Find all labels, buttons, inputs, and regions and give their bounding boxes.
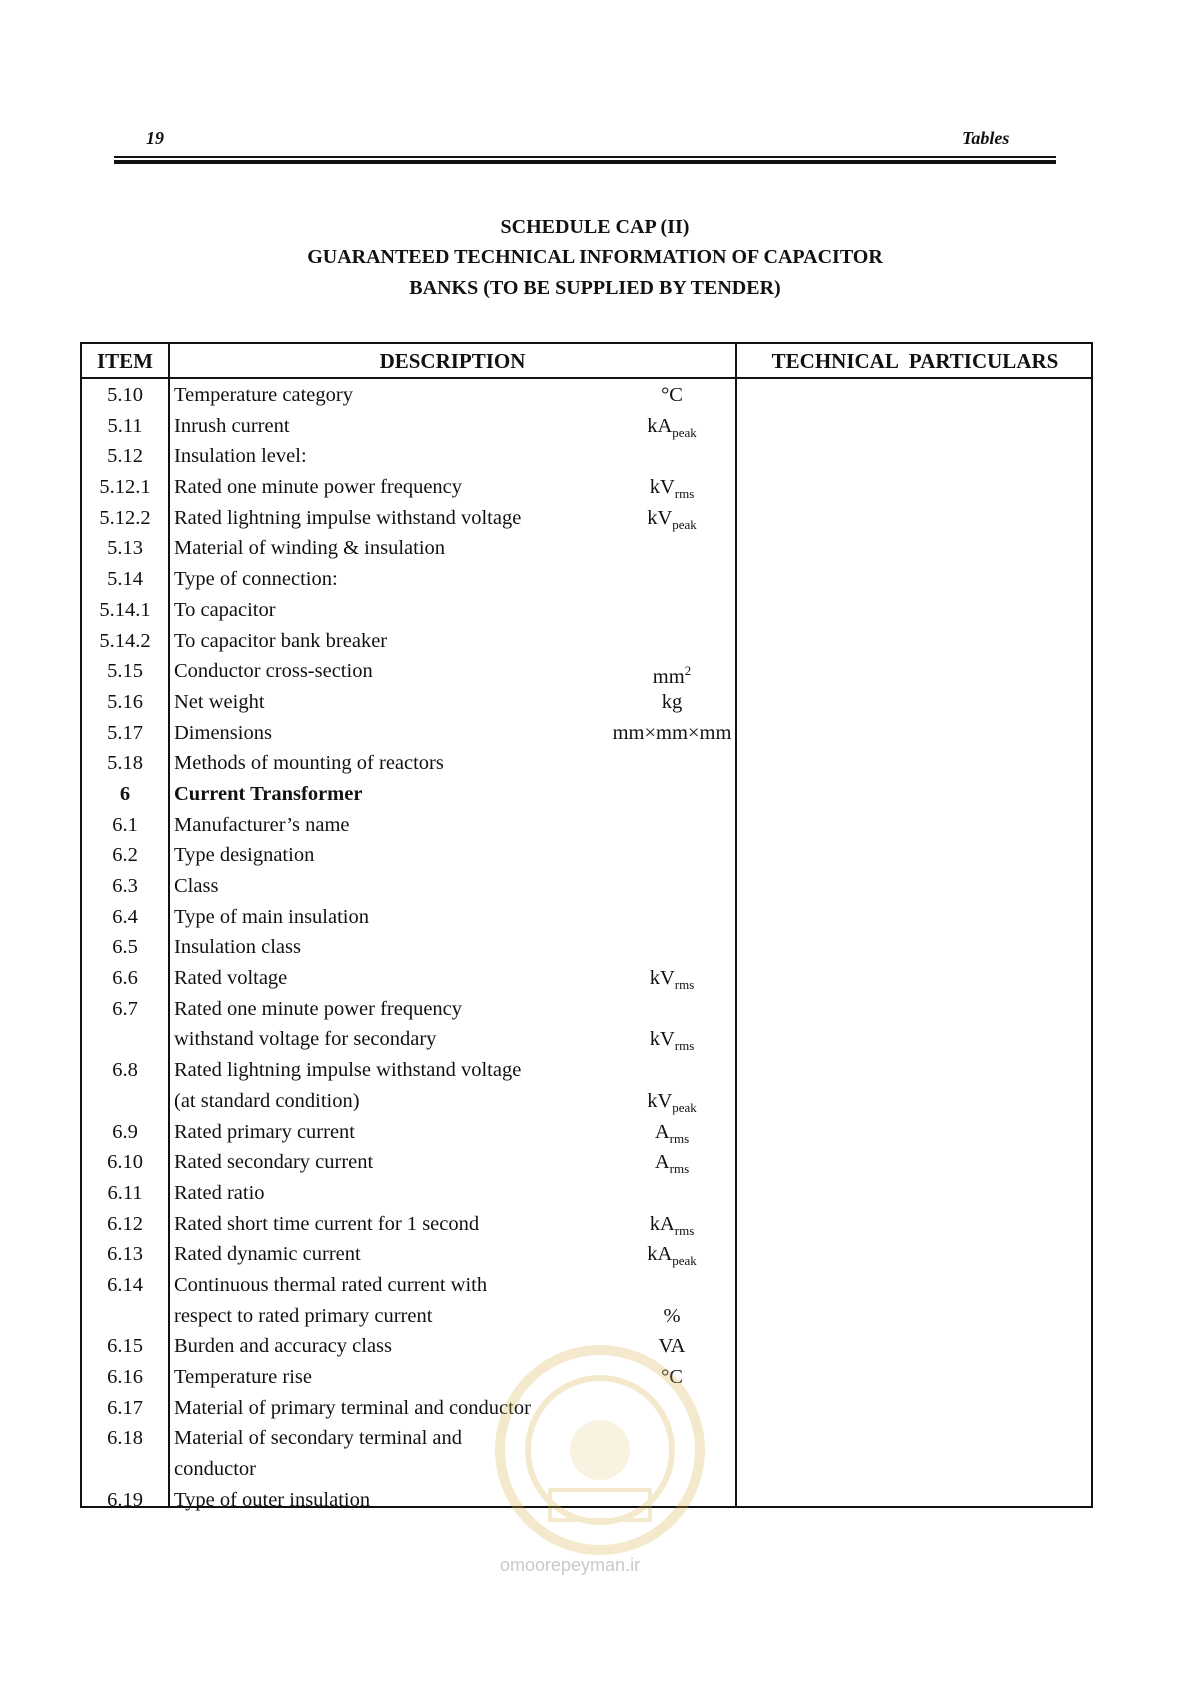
table-row	[82, 963, 737, 994]
unit-base: kV	[647, 1089, 673, 1112]
table-row	[82, 902, 737, 933]
unit-base: kg	[661, 690, 683, 713]
item-number: 6.18	[107, 1427, 143, 1450]
unit-base: %	[663, 1304, 681, 1327]
item-number: 6.9	[112, 1120, 138, 1143]
item-description: (at standard condition)	[174, 1089, 360, 1112]
table-row	[82, 595, 737, 626]
unit-subscript: peak	[672, 1099, 697, 1115]
watermark-text: omoorepeyman.ir	[500, 1555, 641, 1575]
item-description: Rated one minute power frequency	[174, 476, 463, 499]
unit-base: kV	[647, 506, 673, 529]
item-number: 6.10	[107, 1151, 143, 1174]
item-number: 5.13	[107, 537, 143, 560]
unit-label	[582, 718, 762, 749]
item-description: Rated short time current for 1 second	[174, 1212, 480, 1235]
item-number: 5.12.1	[99, 476, 151, 499]
table-row	[82, 441, 737, 472]
header-rule-thin	[114, 156, 1056, 158]
unit-superscript: 2	[684, 663, 692, 679]
item-number: 6.14	[107, 1273, 143, 1296]
unit-subscript: rms	[674, 486, 695, 502]
table-row	[82, 687, 737, 718]
unit-label	[582, 380, 762, 411]
unit-subscript: rms	[674, 1222, 695, 1238]
item-number: 5.12.2	[99, 506, 151, 529]
item-number: 6.17	[107, 1396, 143, 1419]
header-row-divider	[82, 377, 1091, 379]
item-description: withstand voltage for secondary	[174, 1028, 437, 1051]
schedule-title: SCHEDULE CAP (II)	[500, 216, 690, 238]
table-row	[82, 564, 737, 595]
item-number: 6.19	[107, 1488, 143, 1511]
schedule-subtitle-line2: BANKS (TO BE SUPPLIED BY TENDER)	[409, 277, 781, 299]
table-row	[82, 1055, 737, 1086]
item-number: 6.8	[112, 1059, 138, 1082]
header-technical-particulars: TECHNICAL PARTICULARS	[771, 349, 1059, 373]
table-row	[82, 472, 737, 503]
item-number: 6.15	[107, 1335, 143, 1358]
table-row	[82, 1270, 737, 1301]
header-item: ITEM	[96, 349, 153, 373]
unit-subscript: rms	[669, 1161, 690, 1177]
item-description: To capacitor	[174, 598, 276, 621]
technical-info-table	[80, 342, 1093, 1511]
item-description: conductor	[174, 1458, 256, 1481]
item-description: Class	[174, 875, 219, 897]
unit-subscript: rms	[674, 977, 695, 993]
table-row	[82, 748, 737, 779]
item-number: 6.4	[112, 905, 138, 928]
unit-subscript: peak	[672, 516, 697, 532]
item-description: Methods of mounting of reactors	[174, 752, 444, 775]
item-description: Dimensions	[174, 721, 272, 744]
table-row	[82, 871, 737, 902]
item-description: Rated ratio	[174, 1181, 265, 1204]
unit-base: kA	[649, 1212, 675, 1235]
table-row	[82, 1239, 737, 1270]
table-row	[82, 1301, 737, 1332]
item-number: 6.7	[112, 997, 138, 1020]
item-description: Rated one minute power frequency	[174, 997, 463, 1020]
table-row	[82, 533, 737, 564]
unit-label	[582, 1301, 762, 1332]
page-number: 19	[146, 128, 164, 148]
item-number: 5.12	[107, 445, 143, 468]
item-description: Current Transformer	[174, 782, 363, 805]
unit-base: A	[654, 1151, 670, 1174]
item-number: 5.17	[107, 721, 143, 744]
table-row	[82, 1209, 737, 1240]
table-row	[82, 932, 737, 963]
table-row	[82, 626, 737, 657]
item-description: Rated primary current	[174, 1120, 356, 1143]
unit-base: VA	[658, 1335, 686, 1358]
unit-base: °C	[661, 384, 683, 406]
unit-base: kA	[647, 414, 673, 437]
item-number: 5.11	[107, 414, 143, 437]
item-number: 5.18	[107, 752, 143, 775]
table-row	[82, 1147, 737, 1178]
seal-logo-icon	[490, 1340, 710, 1560]
item-number: 6.16	[107, 1366, 143, 1388]
item-description: Rated voltage	[174, 967, 288, 990]
item-description: Temperature category	[174, 384, 353, 406]
item-number: 6.13	[107, 1243, 143, 1266]
item-description: Insulation level:	[174, 445, 307, 468]
table-row	[82, 656, 737, 687]
table-row	[82, 1178, 737, 1209]
item-description: Temperature rise	[174, 1366, 313, 1388]
item-number: 5.14.1	[99, 598, 151, 621]
item-description: Burden and accuracy class	[174, 1335, 392, 1358]
table-row	[82, 1086, 737, 1117]
item-number: 6	[119, 782, 131, 805]
unit-base: °C	[661, 1366, 683, 1388]
item-description: Type of connection:	[174, 568, 338, 591]
item-description: Rated lightning impulse withstand voltage	[174, 506, 522, 529]
table-row	[82, 380, 737, 411]
unit-label	[582, 687, 762, 718]
table-row	[82, 994, 737, 1025]
item-description: Type of outer insulation	[174, 1488, 371, 1511]
item-number: 6.11	[107, 1181, 143, 1204]
item-description: Material of secondary terminal and	[174, 1427, 463, 1450]
unit-base: mm×mm×mm	[612, 721, 732, 744]
item-description: Material of primary terminal and conductor	[174, 1396, 531, 1419]
item-description: To capacitor bank breaker	[174, 629, 388, 652]
item-number: 6.3	[112, 875, 138, 897]
unit-subscript: rms	[669, 1130, 690, 1146]
item-description: Type designation	[174, 844, 315, 867]
item-number: 5.14	[107, 568, 143, 591]
unit-base: kV	[649, 967, 675, 990]
item-number: 5.16	[107, 690, 143, 713]
unit-subscript: peak	[672, 424, 697, 440]
header-rule-thick	[114, 160, 1056, 164]
item-description: Rated lightning impulse withstand voltage	[174, 1059, 522, 1082]
item-number: 6.2	[112, 844, 138, 867]
schedule-subtitle-line1: GUARANTEED TECHNICAL INFORMATION OF CAPACITOR	[307, 246, 883, 268]
item-number: 6.1	[112, 813, 138, 836]
table-row	[82, 718, 737, 749]
unit-subscript: peak	[672, 1253, 697, 1269]
table-row	[82, 779, 737, 810]
table-row	[82, 840, 737, 871]
running-header: Tables	[962, 128, 1010, 148]
unit-base: mm	[652, 666, 685, 689]
item-description: Conductor cross-section	[174, 660, 373, 683]
unit-subscript: rms	[674, 1038, 695, 1054]
unit-base: kV	[649, 476, 675, 499]
unit-base: kA	[647, 1243, 673, 1266]
item-description: Rated secondary current	[174, 1151, 374, 1174]
table-row	[82, 411, 737, 442]
unit-base: A	[654, 1120, 670, 1143]
unit-base: kV	[649, 1028, 675, 1051]
item-description: Inrush current	[174, 414, 290, 437]
item-number: 5.10	[107, 384, 143, 406]
item-number: 6.6	[112, 967, 138, 990]
item-description: Type of main insulation	[174, 905, 369, 928]
item-number: 5.14.2	[99, 629, 151, 652]
item-description: Rated dynamic current	[174, 1243, 361, 1266]
item-description: Material of winding & insulation	[174, 537, 446, 560]
item-number: 6.12	[107, 1212, 143, 1235]
item-description: Insulation class	[174, 936, 301, 959]
item-number: 6.5	[112, 936, 138, 959]
table-row	[82, 1117, 737, 1148]
table-row	[82, 1024, 737, 1055]
item-description: Net weight	[174, 690, 265, 713]
header-description: DESCRIPTION	[379, 349, 526, 373]
table-row	[82, 810, 737, 841]
item-description: respect to rated primary current	[174, 1304, 433, 1327]
item-description: Continuous thermal rated current with	[174, 1273, 488, 1296]
table-row	[82, 503, 737, 534]
item-number: 5.15	[107, 660, 143, 683]
item-description: Manufacturer’s name	[174, 813, 350, 836]
